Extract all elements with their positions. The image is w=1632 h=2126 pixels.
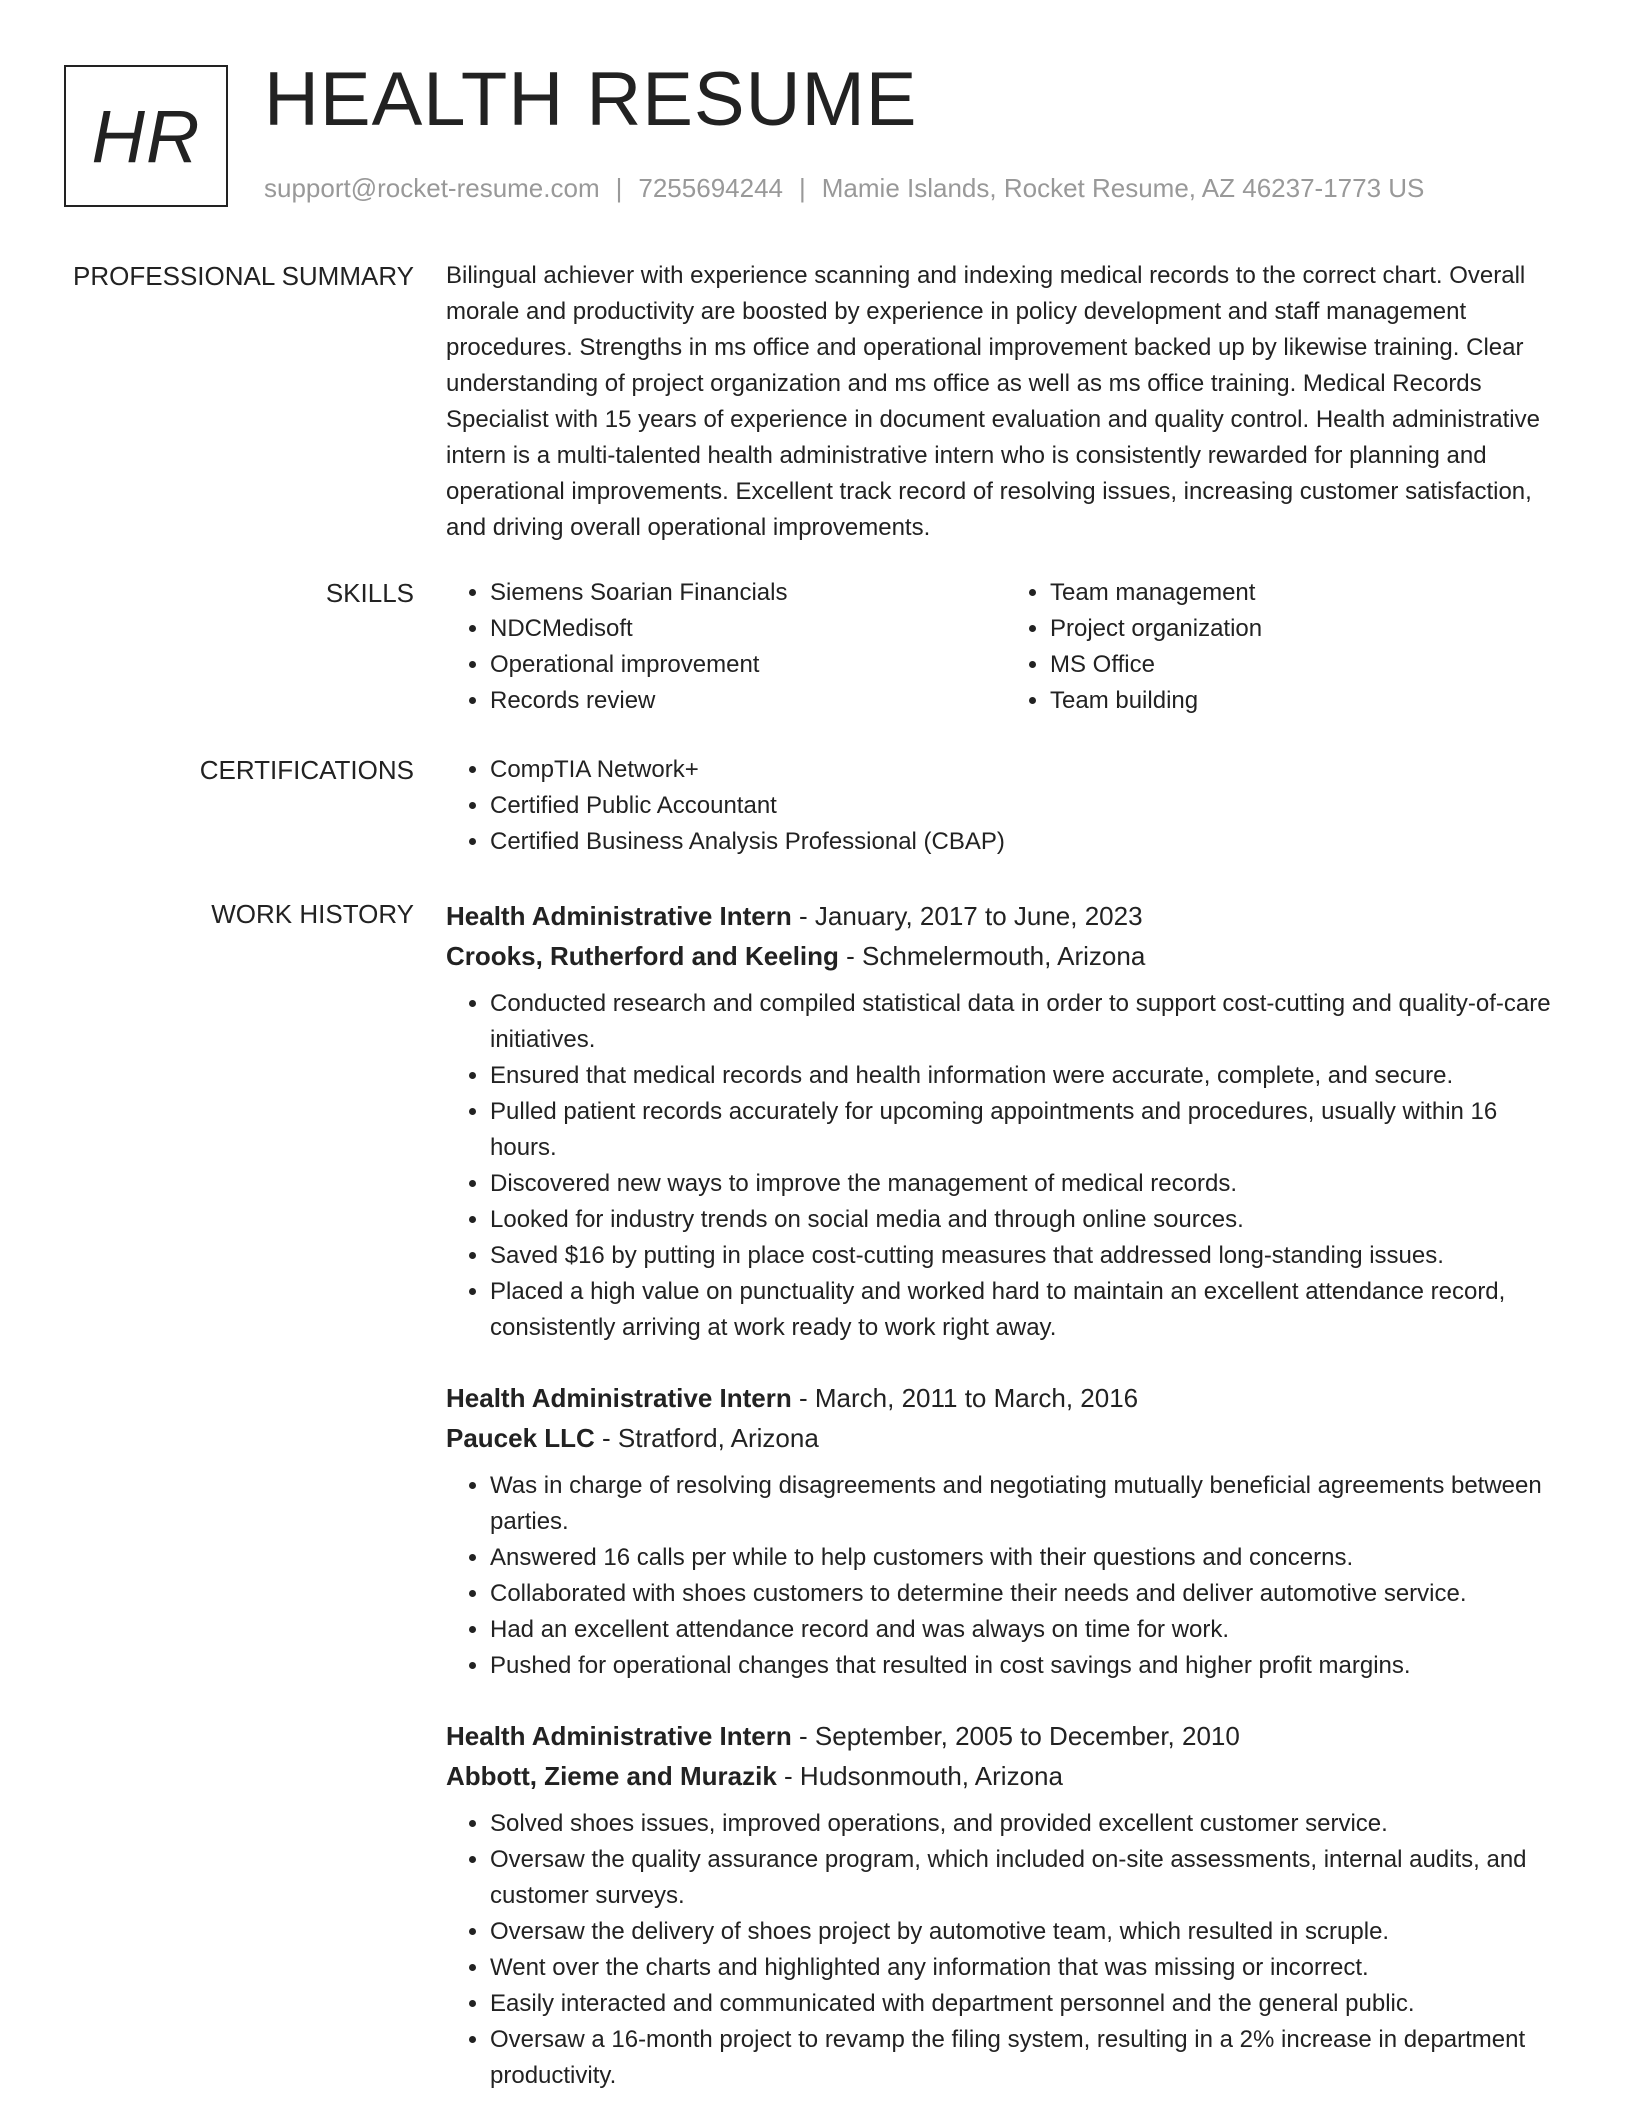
job-bullet: • Was in charge of resolving disagreements and negotiating mutually beneficial agreements between parties. xyxy=(490,1468,1566,1540)
job-location: - Stratford, Arizona xyxy=(594,1423,819,1453)
job-company-line xyxy=(446,1756,1566,1796)
job-location: - Hudsonmouth, Arizona xyxy=(776,1761,1063,1791)
job-role: Health Administrative Intern xyxy=(446,1721,792,1751)
job-dates: - January, 2017 to June, 2023 xyxy=(791,901,1143,931)
job-bullets xyxy=(446,1806,1566,2094)
job-bullet: • Went over the charts and highlighted any information that was missing or incorrect. xyxy=(490,1950,1566,1986)
job-bullet: • Looked for industry trends on social media and through online sources. xyxy=(490,1202,1566,1238)
skills-list-right xyxy=(1006,575,1566,719)
summary-text: Bilingual achiever with experience scanning and indexing medical records to the correct chart. Overall morale and productivity are boosted by experience in policy development and staff management procedures. Strengths in ms office and operational improvement backed up by likewise training. Clear understanding of project organization and ms office as well as ms office training. Medical Records Specialist with 15 years of experience in document evaluation and quality control. Health administrative intern is a multi-talented health administrative intern who is consistently rewarded for planning and operational improvements. Excellent track record of resolving issues, increasing customer satisfaction, and driving overall operational improvements. xyxy=(446,262,1540,541)
skill-item: • Project organization xyxy=(1050,611,1566,647)
job-bullet: • Oversaw the quality assurance program, which included on-site assessments, internal audits, and customer surveys. xyxy=(490,1842,1566,1914)
job-entry xyxy=(446,1378,1566,1684)
work-history-body xyxy=(446,896,1566,2126)
skill-item: • Team building xyxy=(1050,683,1566,719)
skill-item: • NDCMedisoft xyxy=(490,611,1006,647)
job-company: Crooks, Rutherford and Keeling xyxy=(446,941,839,971)
job-bullet: • Collaborated with shoes customers to determine their needs and deliver automotive service. xyxy=(490,1576,1566,1612)
job-title-line xyxy=(446,1716,1566,1756)
job-entry xyxy=(446,896,1566,1346)
job-company-line xyxy=(446,1418,1566,1458)
monogram-badge xyxy=(64,65,228,207)
skills-list-left xyxy=(446,575,1006,719)
job-bullet: • Saved $16 by putting in place cost-cutting measures that addressed long-standing issues. xyxy=(490,1238,1566,1274)
skill-item: • Records review xyxy=(490,683,1006,719)
job-company: Paucek LLC xyxy=(446,1423,595,1453)
job-bullet: • Placed a high value on punctuality and worked hard to maintain an excellent attendance record, consistently arriving at work ready to work right away. xyxy=(490,1274,1566,1346)
job-bullet: • Ensured that medical records and health information were accurate, complete, and secure. xyxy=(490,1058,1566,1094)
contact-phone: 7255694244 xyxy=(638,173,783,203)
job-bullet: • Pulled patient records accurately for upcoming appointments and procedures, usually within 16 hours. xyxy=(490,1094,1566,1166)
certifications-list xyxy=(446,752,1566,860)
job-bullet: • Had an excellent attendance record and was always on time for work. xyxy=(490,1612,1566,1648)
section-title-certifications: CERTIFICATIONS xyxy=(199,755,414,785)
job-dates: - September, 2005 to December, 2010 xyxy=(791,1721,1240,1751)
skill-item: • MS Office xyxy=(1050,647,1566,683)
job-bullet: • Easily interacted and communicated with department personnel and the general public. xyxy=(490,1986,1566,2022)
job-dates: - March, 2011 to March, 2016 xyxy=(791,1383,1139,1413)
section-title-skills: SKILLS xyxy=(325,578,414,608)
contact-separator: | xyxy=(799,173,806,203)
job-bullet: • Pushed for operational changes that resulted in cost savings and higher profit margins. xyxy=(490,1648,1566,1684)
job-title-line xyxy=(446,896,1566,936)
contact-email: support@rocket-resume.com xyxy=(264,173,600,203)
section-title-summary: PROFESSIONAL SUMMARY xyxy=(73,261,414,291)
job-bullet: • Solved shoes issues, improved operations, and provided excellent customer service. xyxy=(490,1806,1566,1842)
job-company: Abbott, Zieme and Murazik xyxy=(446,1761,777,1791)
job-company-line xyxy=(446,936,1566,976)
summary-body xyxy=(446,258,1566,546)
contact-address: Mamie Islands, Rocket Resume, AZ 46237-1773 US xyxy=(821,173,1425,203)
job-entry xyxy=(446,1716,1566,2094)
job-role: Health Administrative Intern xyxy=(446,1383,792,1413)
job-role: Health Administrative Intern xyxy=(446,901,792,931)
job-title-line xyxy=(446,1378,1566,1418)
certifications-body xyxy=(446,752,1566,860)
contact-separator: | xyxy=(615,173,623,203)
job-bullet: • Answered 16 calls per while to help customers with their questions and concerns. xyxy=(490,1540,1566,1576)
certification-item: • Certified Public Accountant xyxy=(490,788,1566,824)
skill-item: • Operational improvement xyxy=(490,647,1006,683)
job-location: - Schmelermouth, Arizona xyxy=(838,941,1146,971)
job-bullet: • Discovered new ways to improve the management of medical records. xyxy=(490,1166,1566,1202)
job-bullets xyxy=(446,1468,1566,1684)
skill-item: • Siemens Soarian Financials xyxy=(490,575,1006,611)
monogram-initials: HR xyxy=(91,94,201,178)
certification-item: • Certified Business Analysis Professional (CBAP) xyxy=(490,824,1566,860)
section-title-work-history: WORK HISTORY xyxy=(211,899,414,929)
job-bullet: • Conducted research and compiled statistical data in order to support cost-cutting and quality-of-care initiatives. xyxy=(490,986,1566,1058)
skill-item: • Team management xyxy=(1050,575,1566,611)
skills-body xyxy=(446,575,1566,719)
certification-item: • CompTIA Network+ xyxy=(490,752,1566,788)
job-bullet: • Oversaw the delivery of shoes project by automotive team, which resulted in scruple. xyxy=(490,1914,1566,1950)
job-bullet: • Oversaw a 16-month project to revamp the filing system, resulting in a 2% increase in department productivity. xyxy=(490,2022,1566,2094)
resume-name: HEALTH RESUME xyxy=(264,57,918,142)
contact-line xyxy=(264,173,1424,204)
job-bullets xyxy=(446,986,1566,1346)
